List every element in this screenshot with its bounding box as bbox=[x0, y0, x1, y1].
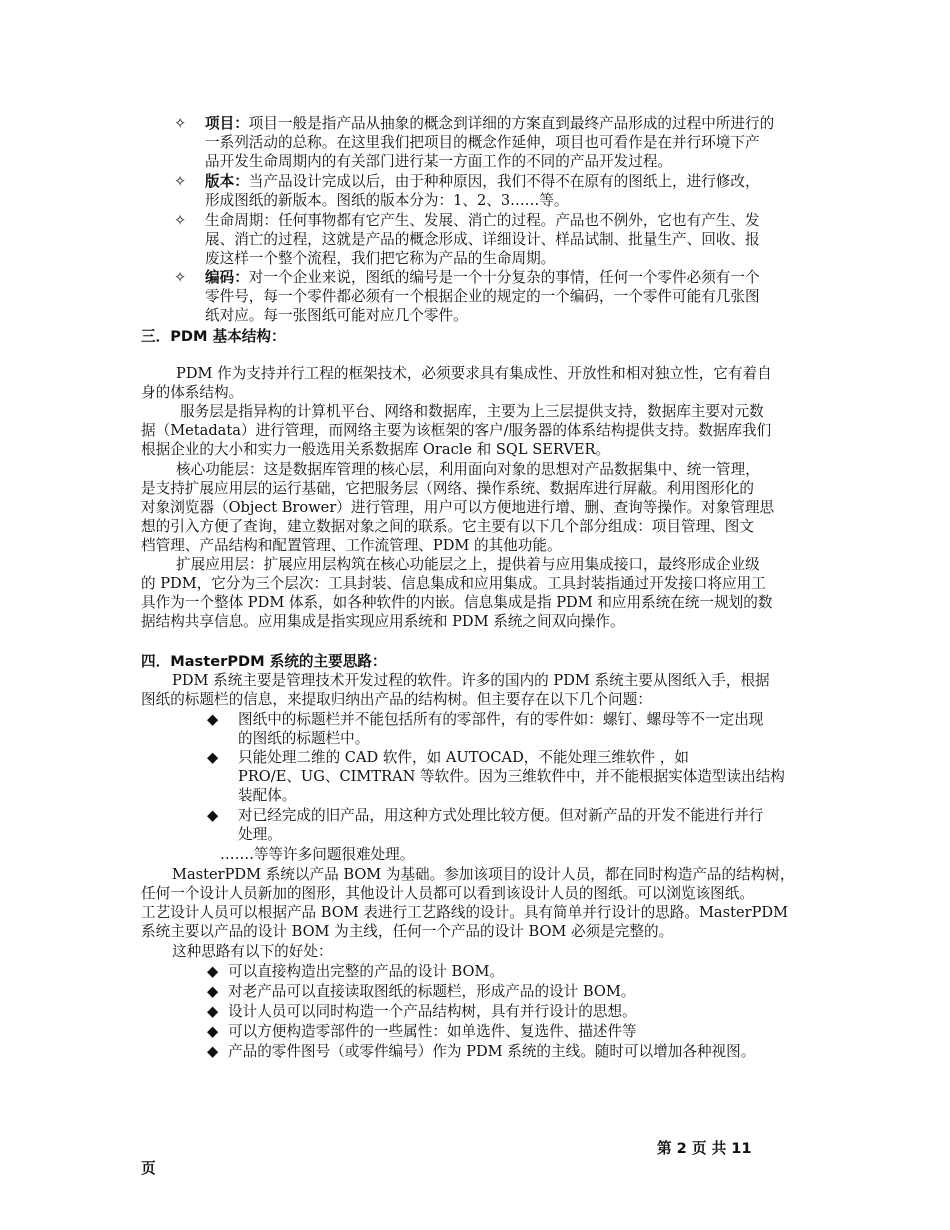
diamond-solid-icon: ◆ bbox=[207, 963, 219, 980]
problem-1-line-2: 的图纸的标题栏中。 bbox=[238, 730, 370, 747]
diamond-outline-icon: ✧ bbox=[174, 212, 187, 229]
s3-p4-line-3: 具作为一个整体 PDM 体系，如各种软件的内嵌。信息集成是指 PDM 和应用系统在统一规划的数 bbox=[141, 594, 773, 611]
s3-p1-line-2: 身的体系结构。 bbox=[141, 384, 244, 401]
diamond-outline-icon: ✧ bbox=[174, 269, 187, 286]
s4-p1-line-1: PDM 系统主要是管理技术开发过程的软件。许多的国内的 PDM 系统主要从图纸入手，根据 bbox=[172, 672, 770, 689]
diamond-solid-icon: ◆ bbox=[207, 1003, 219, 1020]
s3-p3-line-1: 核心功能层：这是数据库管理的核心层，利用面向对象的思想对产品数据集中、统一管理， bbox=[176, 461, 760, 478]
section-4-heading: 四．MasterPDM 系统的主要思路： bbox=[141, 653, 387, 670]
def-project-line-2: 一系列活动的总称。在这里我们把项目的概念作延伸，项目也可看作是在并行环境下产 bbox=[205, 134, 760, 151]
diamond-solid-icon: ◆ bbox=[207, 749, 219, 766]
diamond-outline-icon: ✧ bbox=[174, 173, 187, 190]
problems-etc: …….等等许多问题很难处理。 bbox=[220, 846, 415, 863]
s3-p4-line-4: 据结构共享信息。应用集成是指实现应用系统和 PDM 系统之间双向操作。 bbox=[141, 613, 625, 630]
benefit-1: 可以直接构造出完整的产品的设计 BOM。 bbox=[228, 963, 505, 980]
def-lifecycle-line-3: 废这样一个整个流程，我们把它称为产品的生命周期。 bbox=[205, 250, 556, 267]
problem-3-line-2: 处理。 bbox=[238, 826, 282, 843]
diamond-solid-icon: ◆ bbox=[207, 1023, 219, 1040]
s4-p1-line-2: 图纸的标题栏的信息，来提取归纳出产品的结构树。但主要存在以下几个问题： bbox=[141, 691, 652, 708]
s4-p2-line-1: MasterPDM 系统以产品 BOM 为基础。参加该项目的设计人员，都在同时构造产品的结构树， bbox=[172, 866, 795, 883]
s4-p2-line-3: 工艺设计人员可以根据产品 BOM 表进行工艺路线的设计。具有简单并行设计的思路。MasterPDM bbox=[141, 904, 789, 921]
problem-3-line-1: 对已经完成的旧产品，用这种方式处理比较方便。但对新产品的开发不能进行并行 bbox=[238, 807, 764, 824]
s3-p3-line-3: 对象浏览器（Object Brower）进行管理，用户可以方便地进行增、删、查询等操作。对象管理思 bbox=[141, 499, 775, 516]
def-lifecycle-line-2: 展、消亡的过程，这就是产品的概念形成、详细设计、样品试制、批量生产、回收、报 bbox=[205, 231, 760, 248]
def-version-line-1: 版本：当产品设计完成以后，由于种种原因，我们不得不在原有的图纸上，进行修改， bbox=[205, 173, 760, 190]
s3-p3-line-5: 档管理、产品结构和配置管理、工作流管理、PDM 的其他功能。 bbox=[141, 537, 562, 554]
problem-2-line-1: 只能处理二维的 CAD 软件，如 AUTOCAD，不能处理三维软件 ，如 bbox=[238, 749, 689, 766]
def-code-line-2: 零件号，每一个零件都必须有一个根据企业的规定的一个编码，一个零件可能有几张图 bbox=[205, 288, 760, 305]
s3-p2-line-1: 服务层是指异构的计算机平台、网络和数据库，主要为上三层提供支持，数据库主要对元数 bbox=[180, 403, 764, 420]
def-version-line-2: 形成图纸的新版本。图纸的版本分为：1、2、3……等。 bbox=[205, 192, 569, 209]
s4-p2-line-4: 系统主要以产品的设计 BOM 为主线，任何一个产品的设计 BOM 必须是完整的。 bbox=[141, 923, 674, 940]
benefit-2: 对老产品可以直接读取图纸的标题栏，形成产品的设计 BOM。 bbox=[228, 983, 636, 1000]
def-project-line-1: 项目：项目一般是指产品从抽象的概念到详细的方案直到最终产品形成的过程中所进行的 bbox=[205, 115, 775, 132]
def-code-line-3: 纸对应。每一张图纸可能对应几个零件。 bbox=[205, 307, 468, 324]
section-3-heading: 三．PDM 基本结构： bbox=[141, 328, 286, 345]
page-number-suffix: 页 bbox=[141, 1160, 156, 1177]
diamond-solid-icon: ◆ bbox=[207, 807, 219, 824]
benefit-3: 设计人员可以同时构造一个产品结构树，具有并行设计的思想。 bbox=[228, 1003, 637, 1020]
problem-1-line-1: 图纸中的标题栏并不能包括所有的零部件，有的零件如：螺钉、螺母等不一定出现 bbox=[238, 711, 764, 728]
benefits-intro: 这种思路有以下的好处： bbox=[172, 943, 333, 960]
s3-p3-line-4: 想的引入方便了查询，建立数据对象之间的联系。它主要有以下几个部分组成：项目管理、图文 bbox=[141, 518, 754, 535]
def-code-line-1: 编码：对一个企业来说，图纸的编号是一个十分复杂的事情，任何一个零件必须有一个 bbox=[205, 269, 760, 286]
s3-p3-line-2: 是支持扩展应用层的运行基础，它把服务层（网络、操作系统、数据库进行屏蔽。利用图形化的 bbox=[141, 480, 754, 497]
def-project-line-3: 品开发生命周期内的有关部门进行某一方面工作的不同的产品开发过程。 bbox=[205, 153, 673, 170]
problem-2-line-2: PRO/E、UG、CIMTRAN 等软件。因为三维软件中，并不能根据实体造型读出结构 bbox=[238, 768, 785, 785]
s4-p2-line-2: 任何一个设计人员新加的图形，其他设计人员都可以看到该设计人员的图纸。可以浏览该图纸。 bbox=[141, 885, 754, 902]
s3-p2-line-3: 根据企业的大小和实力一般选用关系数据库 Oracle 和 SQL SERVER。 bbox=[141, 441, 611, 458]
problem-2-line-3: 装配体。 bbox=[238, 787, 297, 804]
s3-p4-line-2: 的 PDM，它分为三个层次：工具封装、信息集成和应用集成。工具封装指通过开发接口将应用工 bbox=[141, 575, 766, 592]
diamond-solid-icon: ◆ bbox=[207, 1043, 219, 1060]
page-number: 第 2 页 共 11 bbox=[657, 1140, 752, 1157]
s3-p4-line-1: 扩展应用层：扩展应用层构筑在核心功能层之上，提供着与应用集成接口，最终形成企业级 bbox=[176, 556, 760, 573]
diamond-solid-icon: ◆ bbox=[207, 711, 219, 728]
benefit-4: 可以方便构造零部件的一些属性：如单选件、复选件、描述件等 bbox=[228, 1023, 637, 1040]
diamond-solid-icon: ◆ bbox=[207, 983, 219, 1000]
s3-p2-line-2: 据（Metadata）进行管理，而网络主要为该框架的客户/服务器的体系结构提供支持。数据库我们 bbox=[141, 422, 772, 439]
s3-p1-line-1: PDM 作为支持并行工程的框架技术，必须要求具有集成性、开放性和相对独立性，它有着自 bbox=[176, 365, 772, 382]
diamond-outline-icon: ✧ bbox=[174, 115, 187, 132]
benefit-5: 产品的零件图号（或零件编号）作为 PDM 系统的主线。随时可以增加各种视图。 bbox=[228, 1043, 756, 1060]
def-lifecycle-line-1: 生命周期：任何事物都有它产生、发展、消亡的过程。产品也不例外，它也有产生、发 bbox=[205, 212, 760, 229]
